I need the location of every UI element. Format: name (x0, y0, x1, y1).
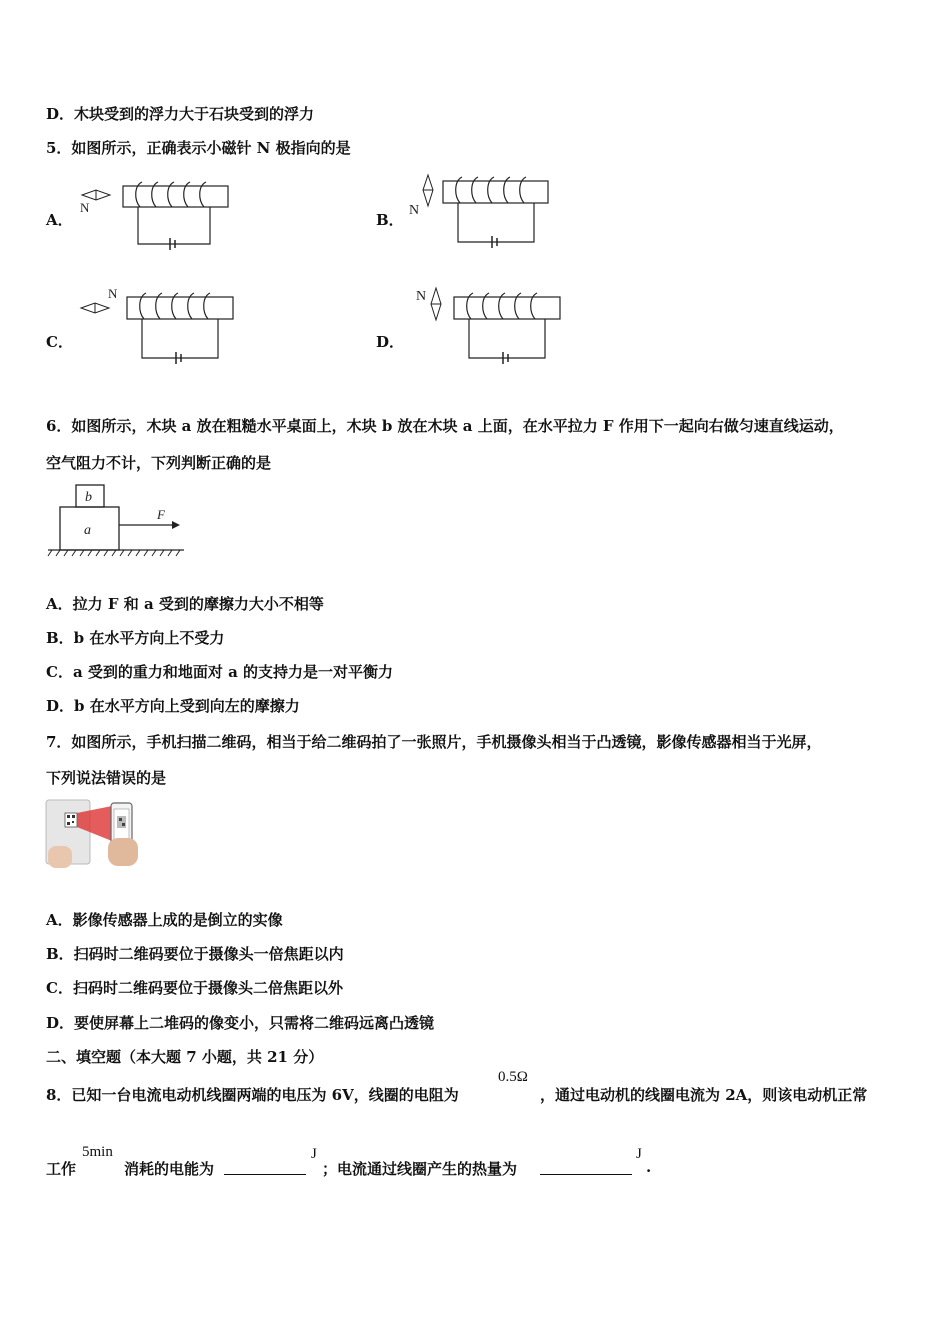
q7-option-d: D．要使屏幕上二堆码的像变小，只需将二维码远离凸透镜 (46, 1014, 435, 1032)
q8-blank-energy[interactable] (224, 1160, 306, 1175)
q8-part2: ，通过电动机的线圈电流为 2A，则该电动机正常 (540, 1086, 868, 1104)
q8-unit2: J (636, 1146, 642, 1162)
q5-label-c: C． (46, 333, 73, 351)
q7-stem-line2: 下列说法错误的是 (46, 769, 167, 787)
q8-part1: 8．已知一台电流电动机线圈两端的电压为 6V，线圈的电阻为 (46, 1086, 459, 1104)
q8-resistance: 0.5Ω (498, 1069, 528, 1085)
q5-figure-c (78, 284, 238, 368)
q5-c-pole: N (108, 286, 118, 301)
q8-unit1: J (311, 1146, 317, 1162)
q6-stem-line2: 空气阻力不计，下列判断正确的是 (46, 454, 272, 472)
q6-label-a: a (84, 523, 91, 538)
q7-option-b: B．扫码时二维码要位于摄像头一倍焦距以内 (46, 945, 344, 963)
q6-option-d: D．b 在水平方向上受到向左的摩擦力 (46, 697, 300, 715)
section-title: 二、填空题（本大题 7 小题，共 21 分） (46, 1048, 324, 1066)
q5-a-pole: N (80, 200, 90, 215)
q8-part4: ；电流通过线圈产生的热量为 (322, 1160, 518, 1178)
q6-option-a: A．拉力 F 和 a 受到的摩擦力大小不相等 (46, 595, 324, 613)
q5-label-b: B． (376, 211, 404, 229)
q7-qr-scan-photo (44, 796, 144, 872)
q7-option-a: A．影像传感器上成的是倒立的实像 (46, 911, 283, 929)
q5-label-d: D． (376, 333, 405, 351)
q5-figure-a (78, 178, 238, 256)
q6-stem-line1: 6．如图所示，木块 a 放在粗糙水平桌面上，木块 b 放在木块 a 上面，在水平拉力 F 作用下一起向右做匀速直线运动， (46, 417, 844, 435)
q7-option-c: C．扫码时二维码要位于摄像头二倍焦距以外 (46, 979, 343, 997)
q6-label-b: b (85, 490, 92, 505)
q4-option-d: D．木块受到的浮力大于石块受到的浮力 (46, 105, 315, 123)
q6-option-c: C．a 受到的重力和地面对 a 的支持力是一对平衡力 (46, 663, 394, 681)
q8-work: 工作 (46, 1160, 77, 1178)
q8-part3: 消耗的电能为 (124, 1160, 215, 1178)
q5-label-a: A． (46, 211, 73, 229)
q8-end: . (646, 1158, 652, 1176)
q5-b-pole: N (409, 203, 420, 218)
q5-figure-b (406, 172, 566, 254)
q5-figure-d (412, 284, 572, 368)
q8-time: 5min (82, 1144, 113, 1160)
q7-stem-line1: 7．如图所示，手机扫描二维码，相当于给二维码拍了一张照片，手机摄像头相当于凸透镜，影像传感器相当于光屏， (46, 733, 822, 751)
q5-stem: 5．如图所示，正确表示小磁针 N 极指向的是 (46, 139, 351, 157)
q6-option-b: B．b 在水平方向上不受力 (46, 629, 225, 647)
q6-label-force: F (157, 507, 165, 522)
q5-d-pole: N (416, 289, 427, 304)
q6-figure (44, 480, 194, 566)
q8-blank-heat[interactable] (540, 1160, 632, 1175)
